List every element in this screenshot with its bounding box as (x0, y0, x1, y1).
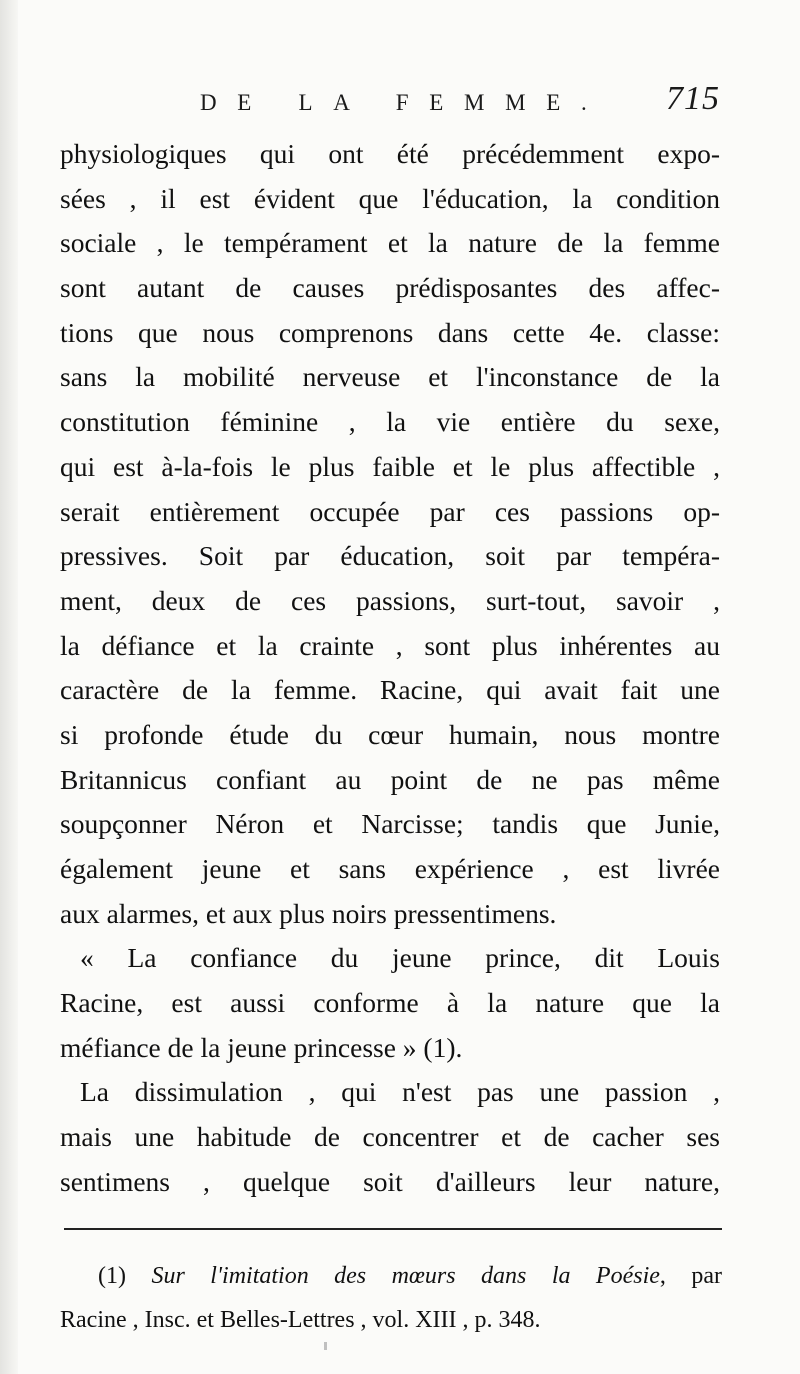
footnote-rule (64, 1228, 722, 1230)
text-line: ment, deux de ces passions, surt-tout, savoir , (60, 584, 720, 616)
page-number: 715 (666, 80, 720, 117)
footnote-line-1 (60, 1254, 722, 1298)
text-line: sentimens , quelque soit d'ailleurs leur nature, (60, 1165, 720, 1197)
text-line: pressives. Soit par éducation, soit par tempéra- (60, 540, 720, 572)
footnote (60, 1254, 722, 1342)
text-line: constitution féminine , la vie entière du sexe, (60, 406, 720, 438)
text-line: aux alarmes, et aux plus noirs pressentimens. (60, 897, 557, 929)
text-line: sociale , le tempérament et la nature de la femme (60, 227, 720, 259)
text-line: La dissimulation , qui n'est pas une passion , (80, 1076, 720, 1108)
text-line: tions que nous comprenons dans cette 4e. classe: (60, 316, 720, 348)
running-header (60, 80, 720, 130)
text-line: serait entièrement occupée par ces passions op- (60, 495, 720, 527)
text-line: la défiance et la crainte , sont plus inhérentes au (60, 629, 720, 661)
text-line: méfiance de la jeune princesse » (1). (60, 1031, 463, 1063)
text-line: qui est à-la-fois le plus faible et le plus affectible , (60, 450, 720, 482)
text-line: sont autant de causes prédisposantes des affec- (60, 272, 720, 304)
text-line: également jeune et sans expérience , est livrée (60, 853, 720, 884)
text-line: sées , il est évident que l'éducation, la condition (60, 182, 720, 214)
text-line: soupçonner Néron et Narcisse; tandis que Junie, (60, 808, 720, 840)
text-line: physiologiques qui ont été précédemment expo- (60, 138, 720, 169)
text-line: Racine, est aussi conforme à la nature que la (60, 987, 720, 1019)
text-line: sans la mobilité nerveuse et l'inconstance de la (60, 361, 720, 393)
text-line: Britannicus confiant au point de ne pas même (60, 763, 720, 795)
text-line: si profonde étude du cœur humain, nous montre (60, 718, 720, 750)
main-text-block (60, 132, 720, 1205)
footnote-line-tail: , par (659, 1263, 722, 1289)
text-line: « La confiance du jeune prince, dit Louis (80, 942, 720, 974)
text-line: mais une habitude de concentrer et de cacher ses (60, 1121, 720, 1153)
print-speck (324, 1342, 327, 1350)
footnote-line-2: Racine , Insc. et Belles-Lettres , vol. XIII , p. 348. (60, 1307, 541, 1333)
footnote-title: Sur l'imitation des mœurs dans la Poésie (151, 1263, 660, 1289)
footnote-marker: (1) (98, 1263, 126, 1289)
running-title: DE LA FEMME. (200, 90, 608, 115)
text-line: caractère de la femme. Racine, qui avait fait une (60, 674, 720, 706)
page-gutter-shadow (0, 0, 18, 1374)
